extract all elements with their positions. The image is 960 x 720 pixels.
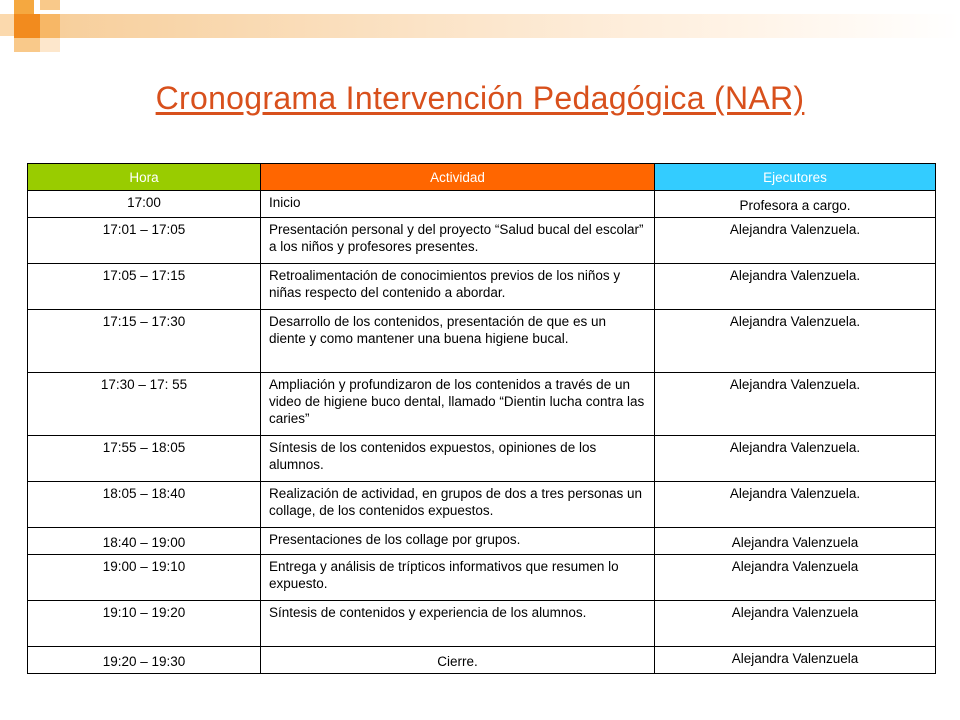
table-row	[28, 482, 936, 528]
cell-hora: 19:20 – 19:30	[28, 647, 261, 674]
header-hora: Hora	[28, 164, 261, 191]
table-row	[28, 218, 936, 264]
decor-square	[40, 38, 60, 52]
cell-ejecutores: Alejandra Valenzuela	[655, 601, 936, 647]
cell-actividad: Presentación personal y del proyecto “Salud bucal del escolar” a los niños y profesores presentes.	[261, 218, 655, 264]
cell-ejecutores: Alejandra Valenzuela	[655, 647, 936, 674]
table-header-row	[28, 164, 936, 191]
cell-hora: 17:01 – 17:05	[28, 218, 261, 264]
cell-hora: 19:00 – 19:10	[28, 555, 261, 601]
cell-hora: 18:05 – 18:40	[28, 482, 261, 528]
table-row	[28, 264, 936, 310]
cell-ejecutores: Alejandra Valenzuela.	[655, 436, 936, 482]
header-ejecutores: Ejecutores	[655, 164, 936, 191]
cell-actividad: Realización de actividad, en grupos de dos a tres personas un collage, de los contenidos expuestos.	[261, 482, 655, 528]
decor-square	[40, 14, 60, 38]
header-actividad: Actividad	[261, 164, 655, 191]
table-row	[28, 310, 936, 373]
table-row	[28, 601, 936, 647]
cell-hora: 17:15 – 17:30	[28, 310, 261, 373]
cell-ejecutores: Alejandra Valenzuela.	[655, 482, 936, 528]
cell-ejecutores: Alejandra Valenzuela.	[655, 218, 936, 264]
cell-ejecutores: Alejandra Valenzuela.	[655, 264, 936, 310]
table-row	[28, 436, 936, 482]
decor-square	[40, 0, 60, 10]
decor-square	[14, 38, 40, 52]
cell-actividad: Ampliación y profundizaron de los contenidos a través de un video de higiene buco dental, llamado “Dientin lucha contra las caries”	[261, 373, 655, 436]
cell-hora: 17:05 – 17:15	[28, 264, 261, 310]
cell-actividad: Entrega y análisis de trípticos informativos que resumen lo expuesto.	[261, 555, 655, 601]
header-decor-bar	[60, 14, 960, 38]
cell-actividad: Desarrollo de los contenidos, presentación de que es un diente y como mantener una buena higiene bucal.	[261, 310, 655, 373]
decor-square	[14, 0, 34, 14]
cell-hora: 17:55 – 18:05	[28, 436, 261, 482]
decor-square	[14, 14, 40, 38]
cell-hora: 19:10 – 19:20	[28, 601, 261, 647]
table-row	[28, 555, 936, 601]
cell-ejecutores: Alejandra Valenzuela.	[655, 310, 936, 373]
cell-ejecutores: Profesora a cargo.	[655, 191, 936, 218]
table-row	[28, 528, 936, 555]
table-row	[28, 373, 936, 436]
cell-hora: 17:00	[28, 191, 261, 218]
cell-actividad: Cierre.	[261, 647, 655, 674]
cell-actividad: Síntesis de los contenidos expuestos, opiniones de los alumnos.	[261, 436, 655, 482]
cell-ejecutores: Alejandra Valenzuela.	[655, 373, 936, 436]
cell-actividad: Síntesis de contenidos y experiencia de los alumnos.	[261, 601, 655, 647]
table-row	[28, 647, 936, 674]
decor-square	[0, 14, 14, 36]
cell-ejecutores: Alejandra Valenzuela	[655, 528, 936, 555]
cell-ejecutores: Alejandra Valenzuela	[655, 555, 936, 601]
cell-hora: 18:40 – 19:00	[28, 528, 261, 555]
cell-actividad: Retroalimentación de conocimientos previos de los niños y niñas respecto del contenido a abordar.	[261, 264, 655, 310]
cell-actividad: Inicio	[261, 191, 655, 218]
page-title: Cronograma Intervención Pedagógica (NAR)	[155, 80, 805, 116]
schedule-table	[27, 163, 936, 674]
cell-actividad: Presentaciones de los collage por grupos.	[261, 528, 655, 555]
table-row	[28, 191, 936, 218]
cell-hora: 17:30 – 17: 55	[28, 373, 261, 436]
